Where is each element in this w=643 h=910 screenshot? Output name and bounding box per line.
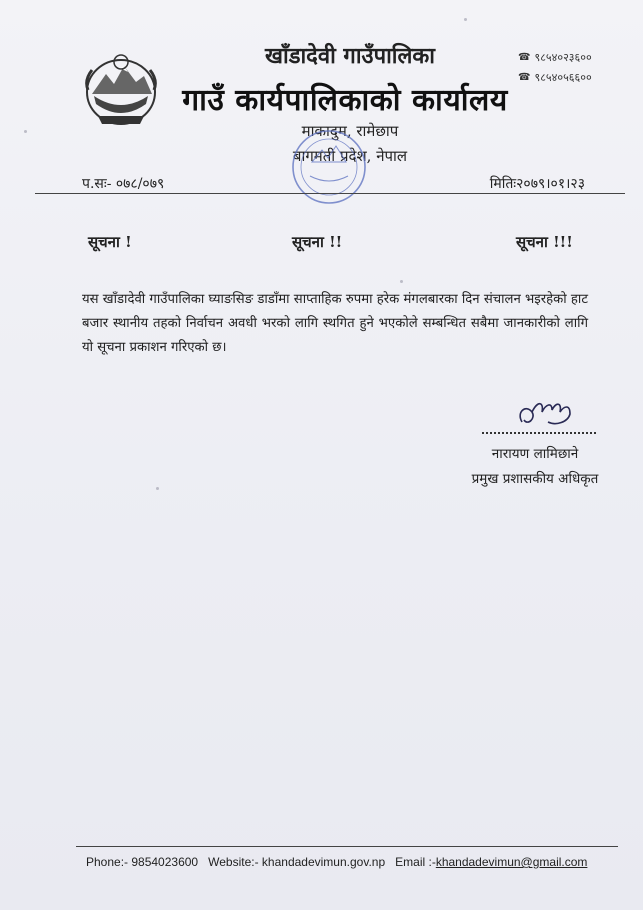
signatory-name: नारायण लामिछाने: [491, 446, 579, 462]
footer-divider: [76, 846, 618, 847]
office-name: गाउँ कार्यपालिकाको कार्यालय: [182, 83, 508, 118]
footer-contact: [86, 855, 586, 869]
letter-date: मितिः२०७९।०१।२३: [489, 176, 585, 192]
paper-speck: [24, 130, 27, 133]
paper-speck: [400, 280, 403, 283]
office-stamp-icon: [290, 128, 368, 206]
paper-speck: [156, 487, 159, 490]
footer-email-label: Email :-: [395, 855, 436, 869]
nepal-emblem-icon: [80, 50, 162, 130]
telephone-icon: ☎: [518, 52, 531, 63]
municipality-name: खाँडादेवी गाउँपालिका: [265, 43, 435, 69]
signatory-title: प्रमुख प्रशासकीय अधिकृत: [471, 471, 599, 487]
phone-list: [518, 48, 638, 88]
telephone-icon: ☎: [518, 72, 531, 83]
footer-phone: Phone:- 9854023600: [86, 855, 199, 869]
signature-line: [482, 422, 596, 434]
notice-body: यस खाँडादेवी गाउँपालिका घ्याङसिङ डाडाँमा साप्ताहिक रुपमा हरेक मंगलबारका दिन संचालन भइरहेको हाट बजार स्थानीय तहको निर्वाचन अवधी भरको लागि स्थगित हुने भएकोले सम्बन्धित सबैमा जानकारीको लागि यो सूचना प्रकाशन गरिएको छ।: [82, 292, 588, 355]
header-divider: [35, 193, 625, 194]
footer-email-link[interactable]: khandadevimun@gmail.com: [435, 855, 588, 869]
phone-number: ९८५४०२३६००: [534, 51, 592, 64]
paper-speck: [464, 18, 467, 21]
phone-entry: [518, 48, 638, 68]
notice-label-1: सूचना !: [88, 233, 132, 251]
notice-label-3: सूचना !!!: [516, 233, 573, 251]
phone-entry: [518, 68, 638, 88]
footer-website[interactable]: Website:- khandadevimun.gov.np: [208, 855, 386, 869]
reference-number: प.सः- ०७८/०७९: [82, 176, 165, 192]
notice-label-2: सूचना !!: [292, 233, 343, 251]
address-line-1: माकादुम, रामेछाप: [301, 122, 399, 140]
address-line-2: बागमती प्रदेश, नेपाल: [292, 147, 408, 165]
phone-number: ९८५४०५६६००: [534, 71, 592, 84]
